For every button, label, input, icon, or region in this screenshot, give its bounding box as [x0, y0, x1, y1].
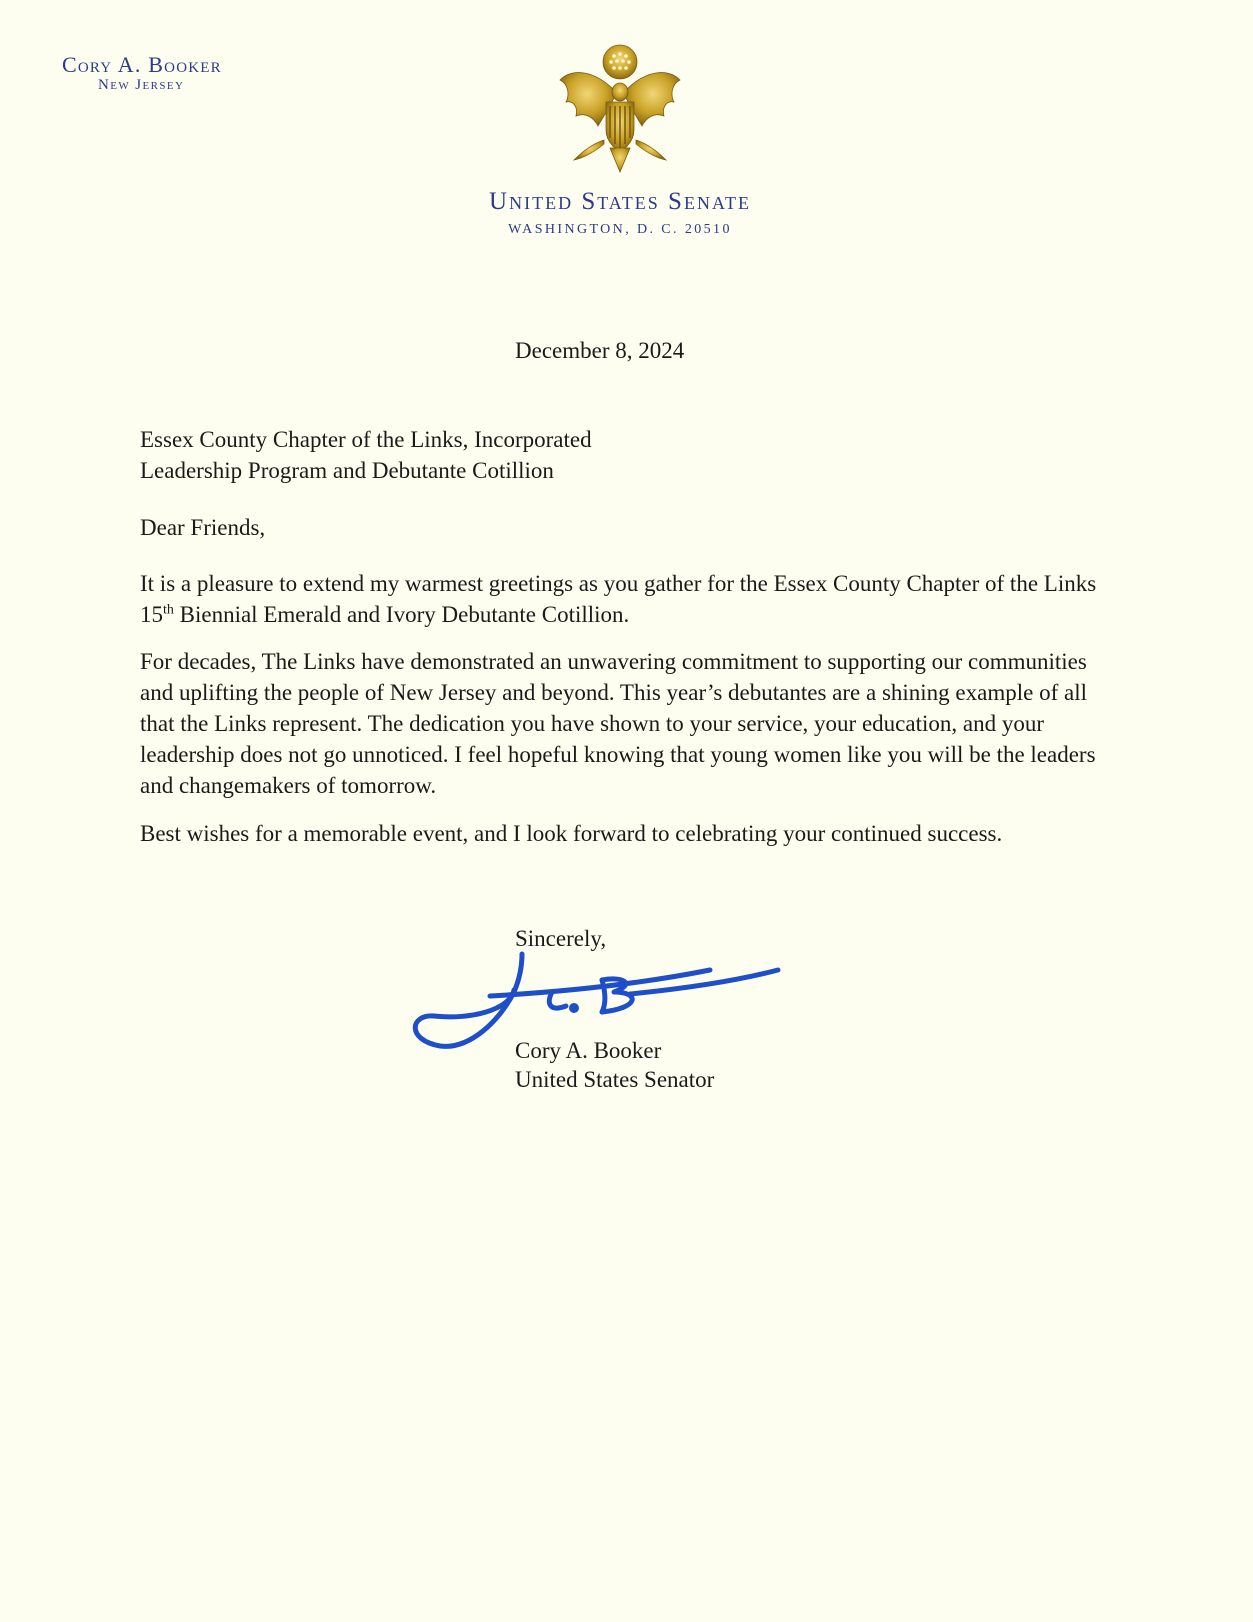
- great-seal-eagle-icon: [554, 40, 686, 178]
- signer-name: Cory A. Booker: [515, 1038, 662, 1063]
- paragraph-greeting-start: It is a pleasure to extend my warmest greetings as you gather for the Essex County Chapter of the Links 15: [140, 571, 1097, 627]
- signer-block: [515, 1036, 714, 1094]
- paragraph-greeting: [140, 568, 1100, 630]
- signer-title: United States Senator: [515, 1067, 715, 1092]
- sender-state: New Jersey: [98, 77, 185, 94]
- paragraph-closing: Best wishes for a memorable event, and I look forward to celebrating your continued success.: [140, 821, 1003, 846]
- paragraph-main: For decades, The Links have demonstrated an unwavering commitment to supporting our communities and uplifting the people of New Jersey and beyond. This year’s debutantes are a shining example of all that the Links represent. The dedication you have shown to your service, your education, and your leadership does not go unnoticed. I feel hopeful knowing that young women like you will be the leaders and changemakers of tomorrow.: [140, 649, 1096, 798]
- sender-name: Cory A. Booker: [62, 52, 222, 77]
- salutation: Dear Friends,: [140, 515, 266, 540]
- closing: Sincerely,: [515, 926, 607, 951]
- paragraph-greeting-end: Biennial Emerald and Ivory Debutante Cotillion.: [173, 602, 630, 627]
- letterhead-address: WASHINGTON, D. C. 20510: [508, 222, 732, 237]
- recipient-line-1: Essex County Chapter of the Links, Incorporated: [140, 427, 592, 452]
- recipient-line-2: Leadership Program and Debutante Cotillion: [140, 458, 554, 483]
- letter-date: December 8, 2024: [515, 338, 685, 363]
- sender-block: [62, 52, 222, 95]
- ordinal-suffix: th: [163, 602, 174, 618]
- letterhead-organization: United States Senate: [489, 188, 751, 215]
- recipient-block: [140, 424, 1100, 486]
- letterhead: [420, 188, 820, 238]
